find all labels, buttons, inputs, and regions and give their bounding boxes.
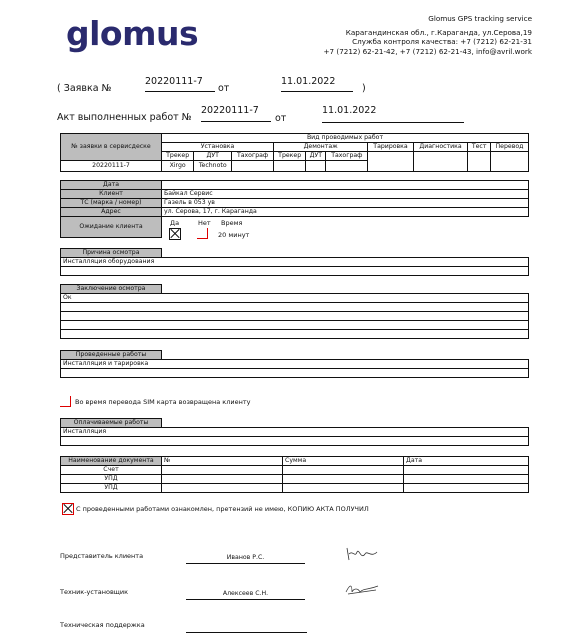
date-value (162, 181, 529, 190)
support-name-line (186, 623, 307, 633)
client-signature (343, 544, 379, 564)
kind-header: Вид проводимых работ (162, 134, 529, 143)
conclusion-value: Ок (61, 294, 529, 303)
install-tacho: Тахограф (232, 152, 274, 161)
tacho-value (232, 161, 274, 172)
vehicle-label: ТС (марка / номер) (61, 199, 162, 208)
works-table (60, 133, 529, 172)
agree-checkbox[interactable] (62, 503, 74, 515)
act-ot: от (275, 113, 287, 124)
client-info-table (60, 180, 529, 238)
dismantle-dut: ДУТ (306, 152, 326, 161)
header-contacts (324, 14, 532, 56)
doc-row-name: УПД (61, 475, 162, 484)
waiting-yes-checkbox[interactable] (169, 228, 181, 240)
client-rep-label: Представитель клиента (60, 552, 144, 560)
client-value: Байкал Сервис (162, 190, 529, 199)
act-prefix: Акт выполненных работ № (57, 112, 192, 123)
install-header: Установка (162, 143, 274, 152)
address-value: ул. Серова, 17, г. Караганда (162, 208, 529, 217)
calibration-cell (368, 152, 414, 172)
transfer-cell (490, 152, 528, 172)
works-done-table (60, 350, 529, 378)
waiting-label: Ожидание клиента (61, 217, 162, 238)
conclusion-title: Заключение осмотра (61, 285, 162, 294)
client-rep-name: Иванов Р.С. (186, 554, 305, 564)
request-date: 11.01.2022 (281, 76, 353, 92)
dismantle-header: Демонтаж (274, 143, 368, 152)
paid-title: Оплачиваемые работы (61, 419, 162, 428)
company-address: Карагандинская обл., г.Караганда, ул.Серова,19 (345, 27, 532, 37)
dismantle-tacho: Тахограф (326, 152, 368, 161)
time-label: Время (221, 219, 243, 227)
date-label: Дата (61, 181, 162, 190)
act-number: 20220111-7 (201, 105, 271, 122)
vehicle-value: Газель в 053 ув (162, 199, 529, 208)
req-header: № заявки в сервисдеске (61, 134, 162, 161)
company-name: Glomus GPS tracking service (428, 14, 532, 23)
company-logo: glomus (66, 14, 199, 53)
install-tracker: Трекер (162, 152, 194, 161)
doc-sum-header: Сумма (283, 457, 404, 466)
client-label: Клиент (61, 190, 162, 199)
request-number: 20220111-7 (145, 76, 215, 92)
contact-phones: +7 (7212) 62-21-42, +7 (7212) 62-21-43, info@avril.work (323, 46, 532, 56)
dis-dut-value (306, 161, 326, 172)
test-cell (468, 152, 491, 172)
tracker-value: Xirgo (162, 161, 194, 172)
reason-table (60, 248, 529, 276)
request-ot: от (218, 83, 230, 94)
dis-tacho-value (326, 161, 368, 172)
doc-row-name: УПД (61, 484, 162, 493)
technician-name: Алексеев С.Н. (186, 590, 305, 600)
technician-signature (344, 580, 380, 596)
yes-label: Да (170, 219, 180, 227)
diagnostics-cell (413, 152, 468, 172)
technician-label: Техник-установщик (60, 588, 129, 596)
doc-number-header: № (162, 457, 283, 466)
install-dut: ДУТ (194, 152, 232, 161)
paid-table (60, 418, 529, 446)
diagnostics-header: Диагностика (413, 143, 468, 152)
act-date: 11.01.2022 (322, 105, 464, 123)
waiting-no-checkbox[interactable] (197, 228, 208, 239)
test-header: Тест (468, 143, 491, 152)
sim-returned-checkbox[interactable] (60, 396, 71, 407)
conclusion-table (60, 284, 529, 339)
agree-note: С проведенными работами ознакомлен, претензий не имею, КОПИЮ АКТА ПОЛУЧИЛ (76, 505, 369, 513)
docs-table (60, 456, 529, 493)
paid-value: Инсталляция (61, 428, 529, 437)
dis-tracker-value (274, 161, 306, 172)
reason-value: Инсталляция оборудования (61, 258, 529, 267)
reason-title: Причина осмотра (61, 249, 162, 258)
calibration-header: Тарировка (368, 143, 414, 152)
doc-row-name: Счет (61, 466, 162, 475)
address-label: Адрес (61, 208, 162, 217)
time-value: 20 минут (218, 231, 250, 239)
no-label: Нет (198, 219, 211, 227)
request-prefix: ( Заявка № (57, 83, 112, 94)
works-done-title: Проведенные работы (61, 351, 162, 360)
dut-value: Technoto (194, 161, 232, 172)
doc-date-header: Дата (404, 457, 529, 466)
doc-name-header: Наименование документа (61, 457, 162, 466)
request-close: ) (362, 83, 366, 94)
works-done-value: Инсталляция и тарировка (61, 360, 529, 369)
transfer-header: Перевод (490, 143, 528, 152)
quality-phone: Служба контроля качества: +7 (7212) 62-21-31 (352, 37, 532, 47)
dismantle-tracker: Трекер (274, 152, 306, 161)
req-value: 20220111-7 (61, 161, 162, 172)
support-label: Техническая поддержка (60, 621, 145, 629)
sim-note: Во время перевода SIM карта возвращена клиенту (75, 398, 251, 406)
